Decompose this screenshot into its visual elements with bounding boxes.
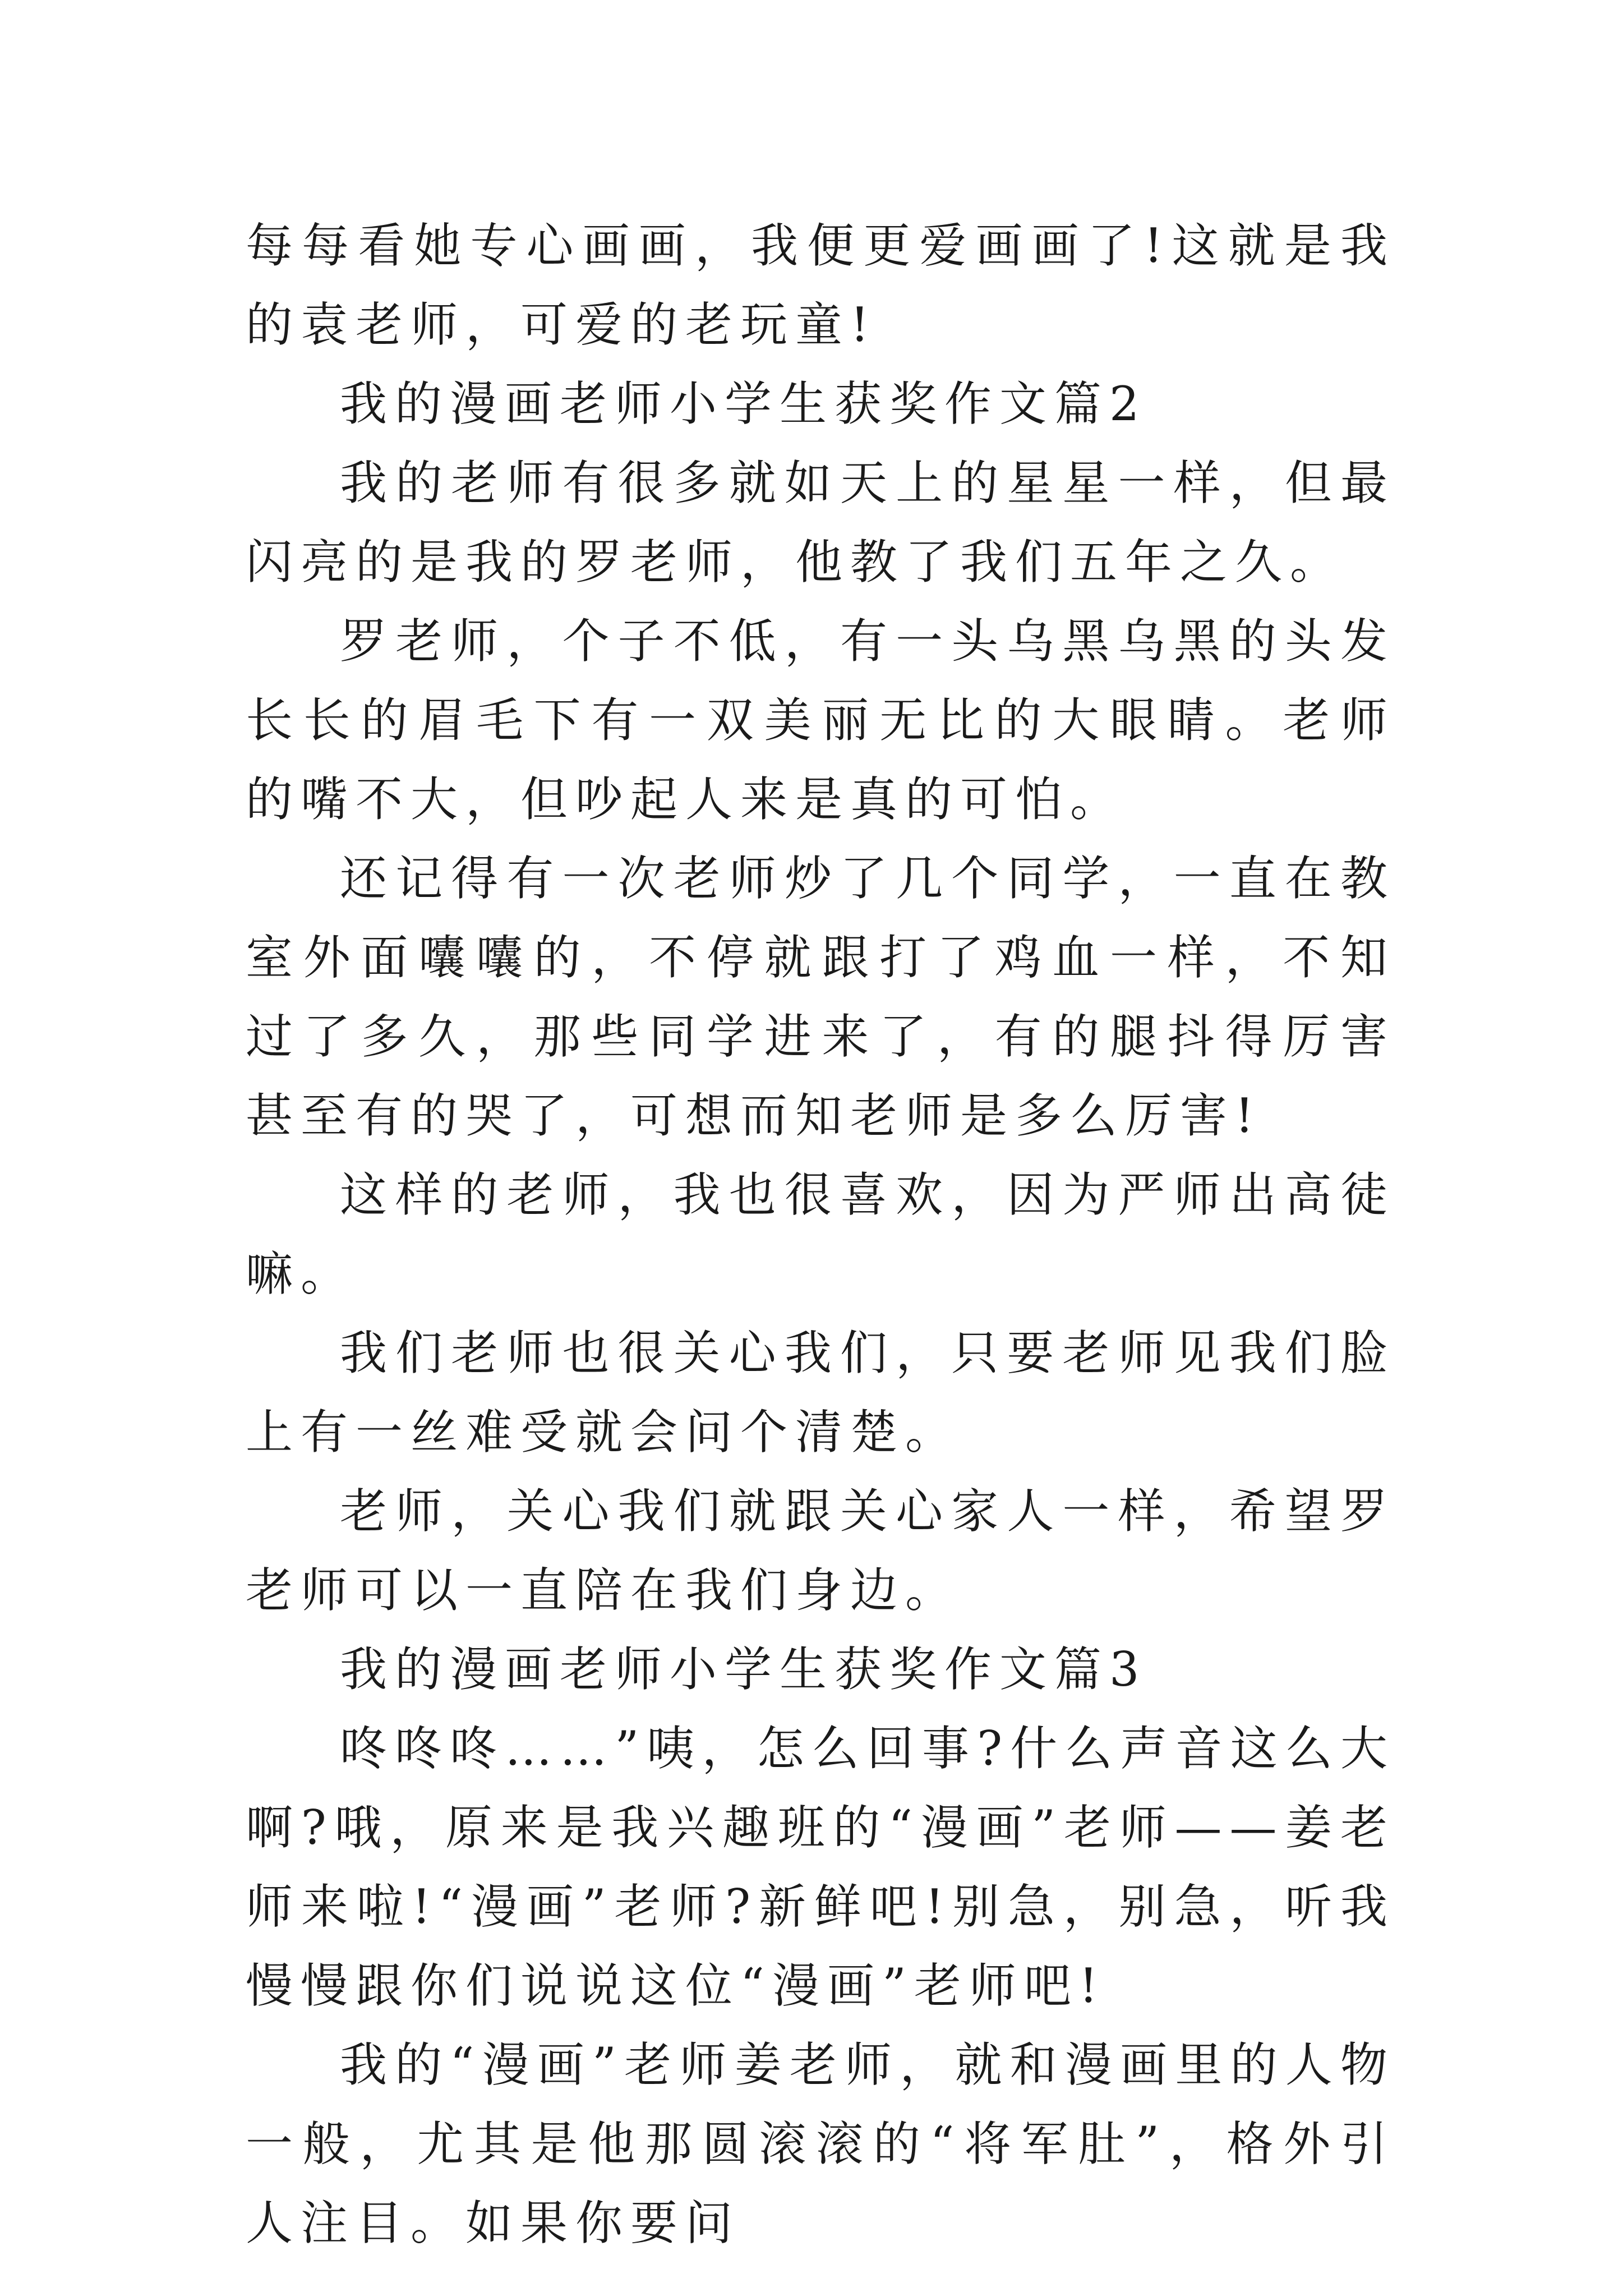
paragraph: 我的老师有很多就如天上的星星一样，但最闪亮的是我的罗老师，他教了我们五年之久。 [246, 455, 1395, 590]
paragraph: 老师，关心我们就跟关心家人一样，希望罗老师可以一直陪在我们身边。 [246, 1484, 1395, 1618]
paragraph: 罗老师，个子不低，有一头乌黑乌黑的头发长长的眉毛下有一双美丽无比的大眼睛。老师的嘴不大，但吵起人来是真的可怕。 [246, 614, 1395, 827]
paragraph: 每每看她专心画画，我便更爱画画了!这就是我的袁老师，可爱的老玩童! [246, 218, 1395, 352]
section-heading: 我的漫画老师小学生获奖作文篇3 [340, 1642, 1147, 1697]
paragraph: 我们老师也很关心我们，只要老师见我们脸上有一丝难受就会问个清楚。 [246, 1326, 1395, 1460]
paragraph: 这样的老师，我也很喜欢，因为严师出高徒嘛。 [246, 1167, 1395, 1301]
document-body [246, 206, 1395, 2263]
paragraph: 我的“漫画”老师姜老师，就和漫画里的人物一般，尤其是他那圆滚滚的“将军肚”，格外引人注目。如果你要问 [246, 2037, 1395, 2251]
section-heading: 我的漫画老师小学生获奖作文篇2 [340, 376, 1147, 431]
paragraph: 还记得有一次老师炒了几个同学，一直在教室外面囔囔的，不停就跟打了鸡血一样，不知过了多久，那些同学进来了，有的腿抖得厉害甚至有的哭了，可想而知老师是多么厉害! [246, 851, 1395, 1143]
paragraph: 咚咚咚……”咦，怎么回事?什么声音这么大啊?哦，原来是我兴趣班的“漫画”老师——姜老师来啦!“漫画”老师?新鲜吧!别急，别急，听我慢慢跟你们说说这位“漫画”老师吧! [246, 1721, 1395, 2013]
